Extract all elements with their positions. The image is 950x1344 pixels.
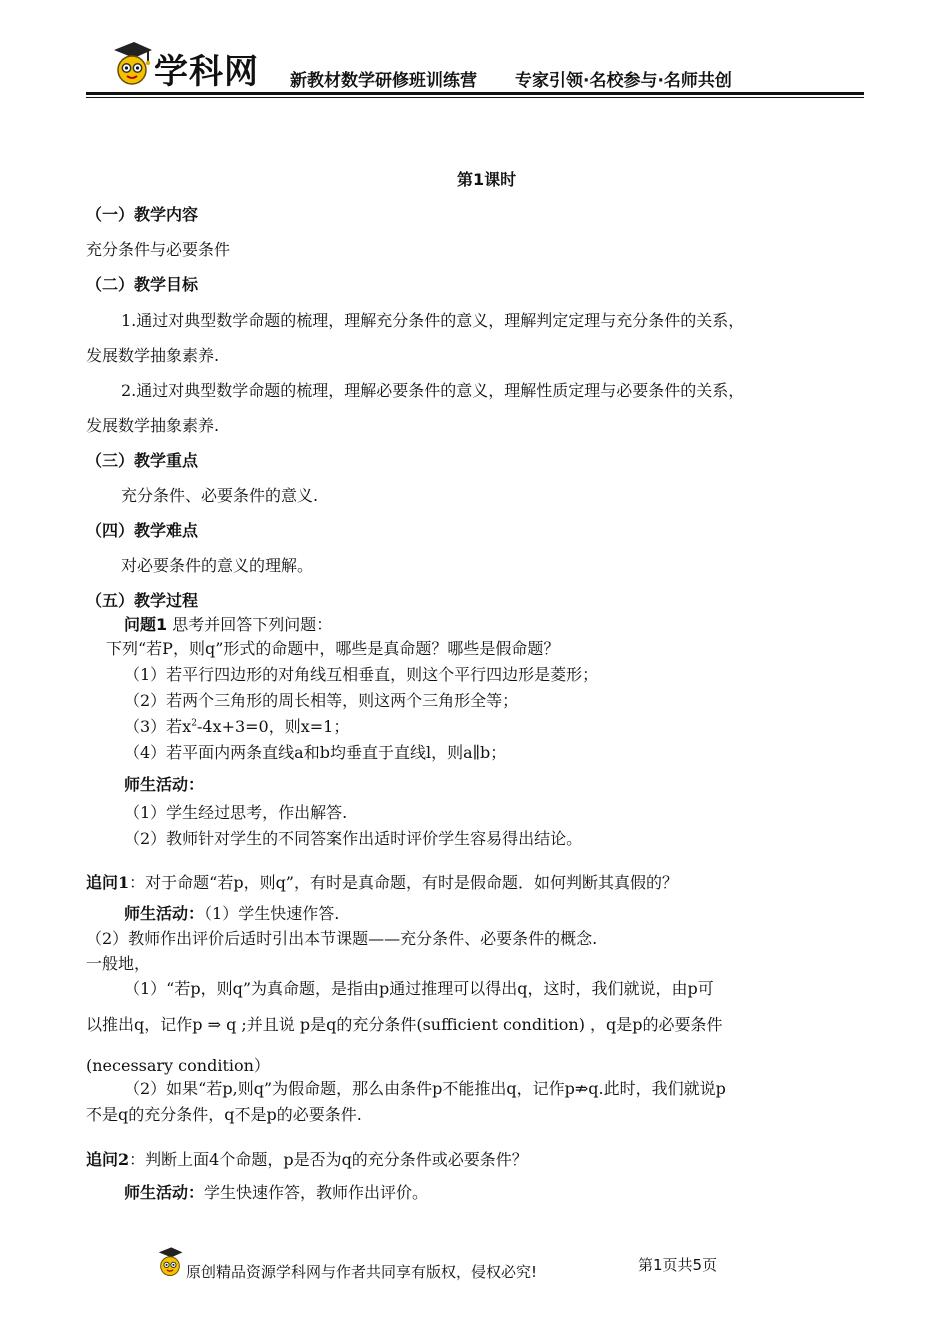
header-tagline-left: 新教材数学研修班训练营 xyxy=(290,71,477,91)
followup-2-label: 追问2 xyxy=(86,1150,130,1169)
objective-2-line-1: 2.通过对典型数学命题的梳理，理解必要条件的意义，理解性质定理与必要条件的关系， xyxy=(121,381,745,400)
followup-1-activity-text: （1）学生快速作答. xyxy=(204,904,340,923)
followup-1-text: ：对于命题“若p，则q”，有时是真命题，有时是假命题．如何判断其真假的？ xyxy=(129,873,678,892)
objective-1-line-2: 发展数学抽象素养. xyxy=(86,346,220,365)
problem-1-item-2: （2）若两个三角形的周长相等，则这两个三角形全等； xyxy=(124,691,519,710)
definition-1-line-2: 以推出q，记作p ⇒ q ;并且说 p是q的充分条件(sufficient condition) ，q是p的必要条件 xyxy=(86,1015,723,1034)
section-body-difficulties: 对必要条件的意义的理解。 xyxy=(121,556,314,575)
problem-1-activity-label: 师生活动： xyxy=(124,775,205,794)
definition-1-line-1: （1）“若p，则q”为真命题，是指由p通过推理可以得出q，这时，我们就说，由p可 xyxy=(124,979,714,998)
footer-copyright: 原创精品资源学科网与作者共同享有版权，侵权必究! xyxy=(186,1263,538,1281)
section-body-content: 充分条件与必要条件 xyxy=(86,240,231,259)
followup-2-text: ：判断上面4个命题，p是否为q的充分条件或必要条件？ xyxy=(129,1150,528,1169)
section-heading-difficulties: （四）教学难点 xyxy=(86,521,199,540)
followup-1-activity xyxy=(124,901,339,924)
definition-1-line-3: (necessary condition） xyxy=(86,1056,270,1075)
followup-1-question xyxy=(86,870,678,893)
problem-1-item-1: （1）若平行四边形的对角线互相垂直，则这个平行四边形是菱形； xyxy=(124,665,599,684)
section-heading-process: （五）教学过程 xyxy=(86,591,199,610)
followup-1-label: 追问1 xyxy=(86,873,130,892)
header-tagline-right: 专家引领·名校参与·名师共创 xyxy=(515,71,732,91)
lesson-title: 第1课时 xyxy=(457,170,517,189)
followup-2-question xyxy=(86,1147,528,1170)
followup-1-line-2: （2）教师作出评价后适时引出本节课题——充分条件、必要条件的概念. xyxy=(86,929,598,948)
logo-mascot-icon xyxy=(108,40,156,88)
problem-1-item-3-post: -4x+3=0，则x=1； xyxy=(196,717,350,736)
followup-1-activity-label: 师生活动： xyxy=(124,904,205,923)
followup-1-line-3: 一般地， xyxy=(86,954,151,973)
problem-1-item-3 xyxy=(124,714,349,737)
definition-2-line-1: （2）如果“若p,则q”为假命题，那么由条件p不能推出q，记作p⇏q.此时，我们就说p xyxy=(124,1079,726,1098)
header-divider-thick xyxy=(86,92,864,95)
section-body-key-points: 充分条件、必要条件的意义. xyxy=(121,486,319,505)
problem-1-label: 问题1 xyxy=(124,615,168,634)
problem-1-item-3-sup: 2 xyxy=(191,718,197,729)
followup-2-activity-label: 师生活动： xyxy=(124,1183,205,1202)
problem-1-header xyxy=(124,612,332,635)
section-heading-key-points: （三）教学重点 xyxy=(86,451,199,470)
problem-1-item-3-pre: （3）若x xyxy=(124,717,192,736)
section-heading-content: （一）教学内容 xyxy=(86,205,199,224)
followup-2-activity xyxy=(124,1180,428,1203)
footer-mascot-icon xyxy=(155,1246,185,1280)
problem-1-activity-1: （1）学生经过思考，作出解答. xyxy=(124,803,348,822)
objective-2-line-2: 发展数学抽象素养. xyxy=(86,416,220,435)
problem-1-prompt: 思考并回答下列问题： xyxy=(172,615,333,634)
problem-1-item-4: （4）若平面内两条直线a和b均垂直于直线l，则a∥b； xyxy=(124,743,507,762)
problem-1-question: 下列“若P，则q”形式的命题中，哪些是真命题？哪些是假命题？ xyxy=(106,639,560,658)
problem-1-activity-2: （2）教师针对学生的不同答案作出适时评价学生容易得出结论。 xyxy=(124,829,583,848)
objective-1-line-1: 1.通过对典型数学命题的梳理，理解充分条件的意义，理解判定定理与充分条件的关系， xyxy=(121,311,745,330)
section-heading-objectives: （二）教学目标 xyxy=(86,275,199,294)
footer-page-info: 第1页共5页 xyxy=(638,1256,718,1274)
header-divider-thin xyxy=(86,97,864,98)
logo-text: 学科网 xyxy=(154,52,259,92)
followup-2-activity-text: 学生快速作答，教师作出评价。 xyxy=(204,1183,429,1202)
definition-2-line-2: 不是q的充分条件，q不是p的必要条件. xyxy=(86,1105,362,1124)
